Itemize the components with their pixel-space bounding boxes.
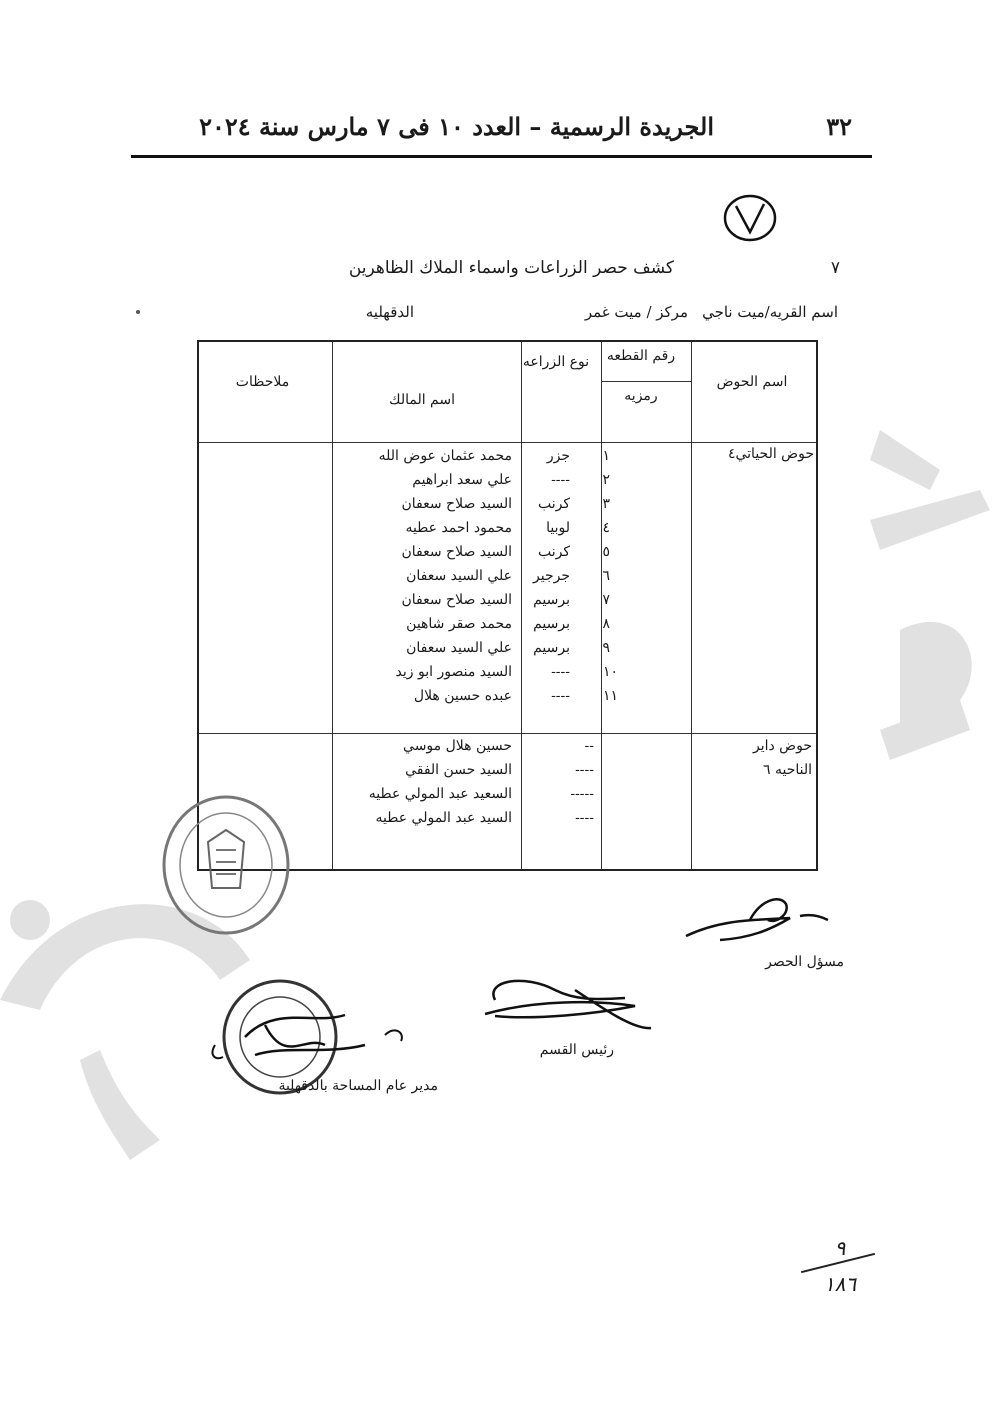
col-divider (691, 342, 692, 869)
survey-officer-label: مسؤل الحصر (765, 954, 844, 970)
official-seal-stamp (156, 790, 296, 940)
owner-name: محمد عثمان عوض الله (378, 448, 512, 464)
fraction-denominator: ١٨٦ (823, 1272, 857, 1296)
owner-name: عبده حسين هلال (413, 688, 512, 704)
owner-name: السيد عبد المولي عطيه (375, 810, 512, 826)
plot-number: ١٠ (602, 664, 618, 680)
header-plot: رقم القطعه (606, 348, 676, 364)
owner-name: السعيد عبد المولي عطيه (368, 786, 512, 802)
plot-number: ٩ (602, 640, 610, 656)
basin-name: حوض داير (752, 738, 812, 754)
crop-type: ---- (551, 664, 570, 680)
crop-type: ---- (551, 688, 570, 704)
basin-name: حوض الحياتي٤ (727, 446, 814, 462)
director-label: مدير عام المساحة بالدقهلية (278, 1078, 438, 1094)
page-number: ٣٢ (826, 112, 852, 141)
village-label: اسم القريه/ميت ناجي (702, 303, 838, 321)
owner-name: محمد صقر شاهين (406, 616, 512, 632)
plot-number: ٢ (602, 472, 610, 488)
section-head-label: رئيس القسم (539, 1042, 614, 1058)
owner-name: علي السيد سعفان (406, 568, 512, 584)
plot-number: ٤ (602, 520, 610, 536)
form-number: ٧ (830, 258, 840, 278)
stray-dot (136, 310, 140, 314)
plot-number: ٦ (602, 568, 610, 584)
crop-type: ----- (570, 786, 594, 802)
plot-number: ٣ (602, 496, 610, 512)
crop-type: كرنب (537, 544, 570, 560)
gazette-header-title: الجريدة الرسمية – العدد ١٠ فى ٧ مارس سنة ٢٠٢٤ (199, 112, 714, 141)
header-plot-sub: رمزيه (624, 388, 658, 404)
plot-number: ١ (602, 448, 610, 464)
circled-number-mark (722, 190, 778, 246)
owner-name: السيد حسن الفقي (405, 762, 512, 778)
plot-number: ٥ (602, 544, 610, 560)
crop-type: ---- (575, 810, 594, 826)
crop-type: برسيم (533, 592, 570, 608)
col-divider (332, 342, 333, 869)
section-head-signature (475, 970, 665, 1050)
header-bottom-line (199, 442, 816, 443)
crop-type: لوبيا (546, 520, 570, 536)
header-notes: ملاحظات (235, 374, 290, 390)
header-crop: نوع الزراعه (522, 354, 590, 370)
crop-type: كرنب (537, 496, 570, 512)
survey-officer-signature (680, 890, 840, 950)
owner-name: السيد منصور ابو زيد (395, 664, 512, 680)
basin-name: الناحيه ٦ (762, 762, 812, 778)
owner-name: علي سعد ابراهيم (412, 472, 512, 488)
header-owner: اسم المالك (389, 392, 455, 408)
crop-type: ---- (551, 472, 570, 488)
fraction-numerator: ٩ (834, 1236, 846, 1260)
plot-number: ٧ (602, 592, 610, 608)
header-basin: اسم الحوض (716, 374, 788, 390)
owner-name: السيد صلاح سعفان (401, 544, 512, 560)
owner-name: علي السيد سعفان (406, 640, 512, 656)
plot-subheader-line (601, 381, 691, 382)
crop-type: -- (584, 738, 594, 754)
owner-name: السيد صلاح سعفان (401, 592, 512, 608)
crop-type: جرجير (533, 568, 570, 584)
header-rule (131, 155, 872, 158)
crop-type: برسيم (533, 616, 570, 632)
plot-number: ١١ (602, 688, 618, 704)
col-divider (521, 342, 522, 869)
crop-type: جزر (546, 448, 570, 464)
owner-name: حسين هلال موسي (403, 738, 512, 754)
markaz-label: مركز / ميت غمر (584, 303, 688, 321)
form-title: كشف حصر الزراعات واسماء الملاك الظاهرين (348, 258, 674, 278)
crop-type: برسيم (533, 640, 570, 656)
owner-name: السيد صلاح سعفان (401, 496, 512, 512)
governorate-label: الدقهليه (365, 303, 414, 321)
crop-type: ---- (575, 762, 594, 778)
owner-name: محمود احمد عطيه (405, 520, 512, 536)
plot-number: ٨ (602, 616, 610, 632)
